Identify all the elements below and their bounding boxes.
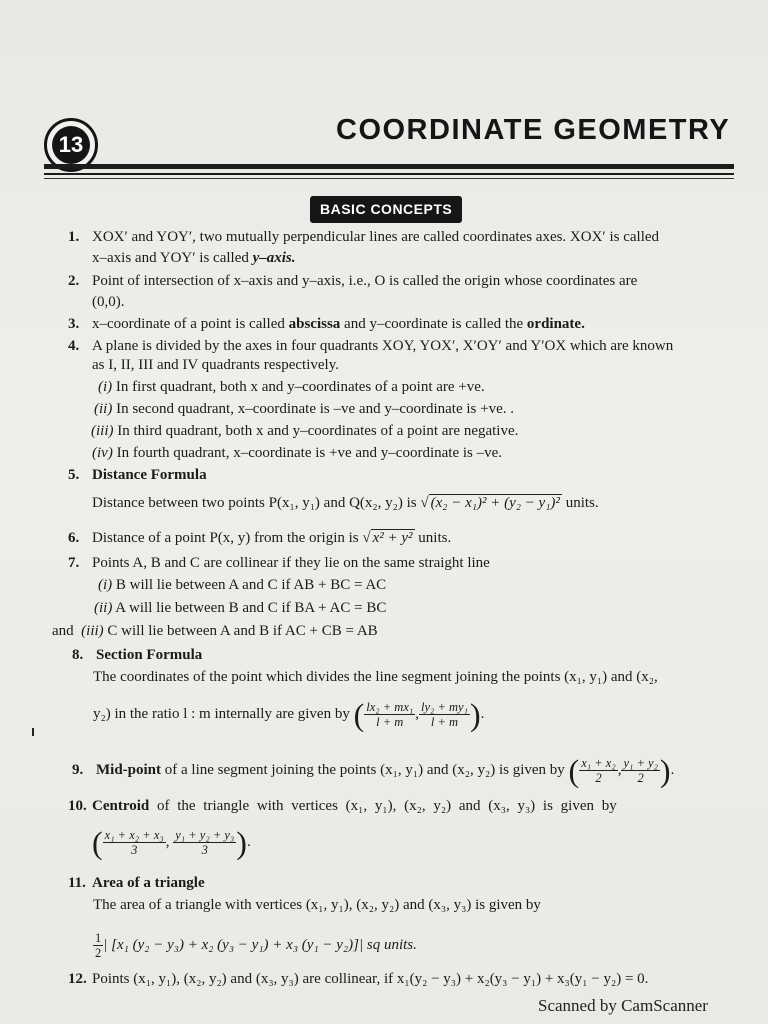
section-formula-x: $\frac{\text{lx₂ + mx₁}}{l + m}$ — [366, 700, 414, 730]
scanner-watermark: Scanned by CamScanner — [538, 996, 708, 1015]
item-text-bold: y–axis. — [252, 250, 296, 266]
item-4-sub-i — [98, 378, 485, 396]
item-text: C will lie between A and B if AC + CB = AB — [107, 623, 378, 639]
item-text: A plane is divided by the axes in four quadrants XOY, YOX′, X′OY′ and Y′OX which are known — [92, 338, 674, 354]
item-text: In fourth quadrant, x–coordinate is +ve and y–coordinate is –ve. — [116, 445, 503, 461]
item-heading: Distance Formula — [92, 467, 207, 483]
item-7-sub-iii — [52, 622, 378, 640]
item-text-bold: ordinate. — [526, 316, 585, 332]
item-2-line-1 — [68, 272, 637, 290]
item-1-line-2 — [92, 249, 296, 267]
item-12 — [68, 970, 648, 988]
item-text: Points (x₁, y₁), (x₂, y₂) and (x₃, y₃) are collinear, if x₁(y₂ − y₃) + x₂(y₃ − y₁) + x₃(y₁ − y₂) = 0. — [92, 971, 649, 987]
item-text: Point of intersection of x–axis and y–axis, i.e., O is called the origin whose coordinates are — [92, 273, 638, 289]
item-number: 4. — [68, 338, 80, 354]
sub-label: (ii) — [94, 600, 113, 616]
sqrt-symbol: √ — [362, 530, 371, 546]
item-text: Distance between two points P(x₁, y₁) and Q(x₂, y₂) is — [92, 495, 417, 511]
item-heading: Section Formula — [96, 647, 203, 663]
item-heading: Centroid — [92, 798, 150, 814]
sub-label: (iii) — [81, 623, 104, 639]
item-4-sub-iv — [92, 444, 502, 462]
item-text-bold: abscissa — [288, 316, 341, 332]
item-7 — [68, 554, 490, 572]
sub-label: (iv) — [92, 445, 113, 461]
midpoint-y: $\frac{\text{y₁ + y₂}}{2}$ — [623, 756, 658, 786]
sqrt-symbol: √ — [420, 495, 429, 511]
centroid-y: $\frac{\text{y₁ + y₂ + y₃}}{3}$ — [175, 828, 235, 858]
item-4-sub-ii — [94, 400, 514, 418]
item-number: 6. — [68, 530, 80, 546]
item-10 — [68, 797, 617, 815]
item-text: y₂) in the ratio l : m internally are given by — [93, 706, 350, 722]
item-7-sub-i — [98, 576, 386, 594]
item-4-sub-iii — [91, 422, 518, 440]
item-text: of a line segment joining the points (x₁, y₁) and (x₂, y₂) is given by — [164, 762, 565, 778]
chapter-number: 13 — [52, 126, 90, 164]
item-9: 9. Mid-point of a line segment joining the points (x₁, y₁) and (x₂, y₂) is given by ( $\frac{\text{x₁ + x₂}}{2}$ , $\frac{\text{y₁ + y₂}}{2}$ ). — [72, 750, 674, 790]
centroid-x: $\frac{\text{x₁ + x₂ + x₃}}{3}$ — [104, 828, 164, 858]
section-formula-line: y₂) in the ratio l : m internally are given by ( $\frac{\text{lx₂ + mx₁}}{l + m}$ , $\frac{\text{ly₂ + my₁}}{l + m}$ ). — [93, 696, 485, 733]
chapter-title: COORDINATE GEOMETRY — [336, 114, 731, 146]
item-number: 12. — [68, 971, 87, 987]
distance-formula-line — [92, 494, 599, 512]
item-number: 5. — [68, 467, 80, 483]
item-text: units. — [565, 495, 599, 511]
header-rule-thick — [44, 164, 734, 169]
item-1-line-1 — [68, 228, 659, 246]
item-number: 11. — [68, 875, 86, 891]
sub-label: (i) — [98, 379, 113, 395]
item-text: x–coordinate of a point is called — [92, 316, 285, 332]
item-8-title — [72, 646, 202, 664]
item-number: 2. — [68, 273, 80, 289]
item-number: 8. — [72, 647, 84, 663]
item-4-line-2: as I, II, III and IV quadrants respectively. — [92, 357, 339, 373]
item-number: 1. — [68, 229, 80, 245]
item-text: Points A, B and C are collinear if they lie on the same straight line — [92, 555, 490, 571]
item-text: XOX′ and YOY′, two mutually perpendicular lines are called coordinates axes. XOX′ is called — [92, 229, 660, 245]
centroid-formula: ( $\frac{\text{x₁ + x₂ + x₃}}{3}$ , $\frac{\text{y₁ + y₂ + y₃}}{3}$ ). — [92, 824, 251, 861]
item-number: 7. — [68, 555, 80, 571]
item-heading: Area of a triangle — [92, 875, 205, 891]
item-text: A will lie between B and C if BA + AC = BC — [115, 600, 387, 616]
item-text: In second quadrant, x–coordinate is –ve and y–coordinate is +ve. . — [116, 401, 515, 417]
midpoint-x: $\frac{\text{x₁ + x₂}}{2}$ — [581, 756, 616, 786]
item-text: x–axis and YOY′ is called — [92, 250, 249, 266]
item-text: Distance of a point P(x, y) from the origin is — [92, 530, 359, 546]
item-text: units. — [418, 530, 452, 546]
item-11-line-1: The area of a triangle with vertices (x₁, y₁), (x₂, y₂) and (x₃, y₃) is given by — [93, 897, 541, 913]
distance-formula-expression: (x₂ − x₁)² + (y₂ − y₁)² — [430, 495, 560, 511]
item-number: 9. — [72, 762, 84, 778]
and-label: and — [52, 623, 74, 639]
item-8-line-1: The coordinates of the point which divides the line segment joining the points (x₁, y₁) and (x₂, — [93, 669, 658, 685]
origin-distance-expression: x² + y² — [372, 530, 413, 546]
item-4-line-1 — [68, 337, 673, 355]
sub-label: (ii) — [94, 401, 113, 417]
item-text: of the triangle with vertices (x₁, y₁), (x₂, y₂) and (x₃, y₃) is given by — [156, 798, 617, 814]
section-formula-y: $\frac{\text{ly₂ + my₁}}{l + m}$ — [420, 700, 468, 730]
item-number: 10. — [68, 798, 87, 814]
page-mark — [32, 728, 34, 736]
section-badge: BASIC CONCEPTS — [310, 196, 462, 223]
sub-label: (i) — [98, 577, 113, 593]
item-6 — [68, 529, 451, 547]
item-2-line-2: (0,0). — [92, 294, 125, 310]
area-formula — [93, 925, 417, 965]
item-3 — [68, 315, 585, 333]
area-formula-expression: | [x₁ (y₂ − y₃) + x₂ (y₃ − y₁) + x₃ (y₁ − y₂)]| sq units. — [103, 937, 417, 953]
header-rule-thin-2 — [44, 178, 734, 179]
item-11-title — [68, 874, 205, 892]
item-text: B will lie between A and C if AB + BC = AC — [115, 577, 387, 593]
item-7-sub-ii — [94, 599, 386, 617]
item-text: and y–coordinate is called the — [344, 316, 524, 332]
item-text: In third quadrant, both x and y–coordinates of a point are negative. — [117, 423, 519, 439]
item-text: In first quadrant, both x and y–coordinates of a point are +ve. — [115, 379, 485, 395]
header-rule-thin — [44, 173, 734, 175]
item-5-title — [68, 466, 207, 484]
item-number: 3. — [68, 316, 80, 332]
sub-label: (iii) — [91, 423, 114, 439]
item-heading: Mid-point — [96, 762, 162, 778]
area-half-fraction: $\frac{1}{2}$ — [95, 931, 102, 961]
